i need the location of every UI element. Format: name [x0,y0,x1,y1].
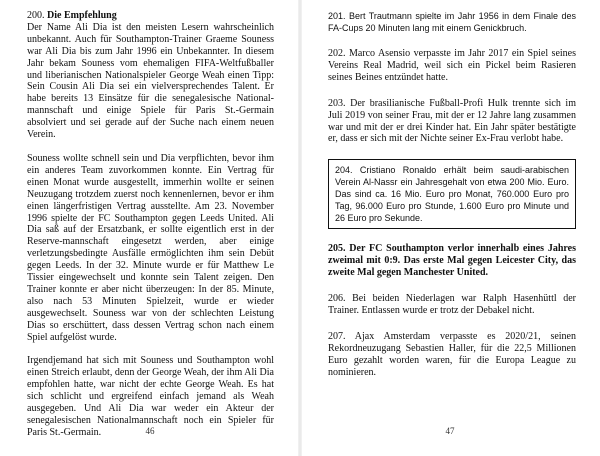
entry-204-box [328,159,576,229]
heading-number: 200. [27,10,45,21]
heading-title: Die Empfehlung [47,10,117,21]
entry-206: 206. Bei beiden Niederlagen war Ralph Hasenhüttl der Trainer. Entlassen wurde er trotz der Debakel nicht. [328,293,576,316]
right-page [300,0,600,456]
entry-204: 204. Cristiano Ronaldo erhält beim saudi-arabischen Verein Al-Nassr ein Jahresgehalt von etwa 200 Mio. Euro. Das sind ca. 16 Mio. Euro pro Monat, 760.000 Euro pro Tag, 96.000 Euro pro Stunde, 1.600 Euro pro Minute und 26 Euro pro Sekunde. [335,165,569,224]
entry-200-heading [27,10,274,22]
paragraph-1: Der Name Ali Dia ist den meisten Lesern wahrscheinlich unbekannt. Auch für Southampton-Trainer Graeme Souness war Ali Dia bis zum Jahr 1996 ein Unbekannter. In diesem Jahr bekam Souness vom ehemaligen FIFA-Weltfußballer und liberianischen Nationalspieler George Weah einen Tipp: Sein Cousin Ali Dia sei ein vielversprechendes Talent. Er habe bereits 13 Einsätze für die senegalesische National-mannschaft und einige Spiele für Paris St.-Germain absolviert und sei gerade auf der Suche nach einem neuen Verein. [27,21,274,141]
entry-201: 201. Bert Trautmann spielte im Jahr 1956 in dem Finale des FA-Cups 20 Minuten lang mit einem Genickbruch. [328,11,576,33]
page-number-left: 46 [145,426,155,436]
entry-205: 205. Der FC Southampton verlor innerhalb eines Jahres zweimal mit 0:9. Das erste Mal gegen Leicester City, das zweite Mal gegen Manchester United. [328,243,576,279]
paragraph-2: Souness wollte schnell sein und Dia verpflichten, bevor ihm ein anderes Team zuvorkommen konnte. Ein Vertrag für einen Monat wurde ausgestellt, immerhin wollte er seinen Neuzugang trotzdem zuerst noch kennenlernen, bevor er ihm einen längerfristigen Vertrag ausstellte. Am 23. November 1996 spielte der FC Southampton gegen Leeds United. Ali Dia saß auf der Ersatzbank, er sollte eigentlich erst in der Reserve-mannschaft eingesetzt werden, aber einige verletzungsbedingte Ausfälle ermöglichten ihm sein Debüt gegen Leeds. In der 32. Minute wurde er für Matthew Le Tissier eingewechselt und konnte sein Talent zeigen. Den Trainer konnte er aber nicht überzeugen: In der 85. Minute, also nach 53 Minuten Spielzeit, wurde er wieder ausgewechselt. Souness war von der schlechten Leistung Dias so erschüttert, dass dessen Vertrag schon nach einem Spiel aufgelöst wurde. [27,152,274,343]
entry-203: 203. Der brasilianische Fußball-Profi Hulk trennte sich im Juli 2019 von seiner Frau, mit der er 12 Jahre lang zusammen war und mit der er drei Kinder hat. Ein Jahr später bestätigte er, dass er sich mit der Nichte seiner Ex-Frau verlobt habe. [328,97,576,145]
entry-207: 207. Ajax Amsterdam verpasste es 2020/21, seinen Rekordneuzugang Sebastien Haller, für die 22,5 Millionen Euro gezahlt worden waren, für die Europa League zu nominieren. [328,330,576,378]
entry-202: 202. Marco Asensio verpasste im Jahr 2017 ein Spiel seines Vereins Real Madrid, weil sich ein Pickel beim Rasieren seines Beines entzündet hatte. [328,48,576,83]
paragraph-3: Irgendjemand hat sich mit Souness und Southampton wohl einen Streich erlaubt, denn der George Weah, der ihm Ali Dia empfohlen hatte, war nicht der echte George Weah. Es hat sich schlicht und ergreifend einfach jemand als Weah ausgegeben. Und Ali Dia war weder ein Akteur der senegalesischen Nationalmannschaft noch ein Spieler für Paris St.-Germain. [27,355,274,438]
page-number-right: 47 [445,426,455,436]
